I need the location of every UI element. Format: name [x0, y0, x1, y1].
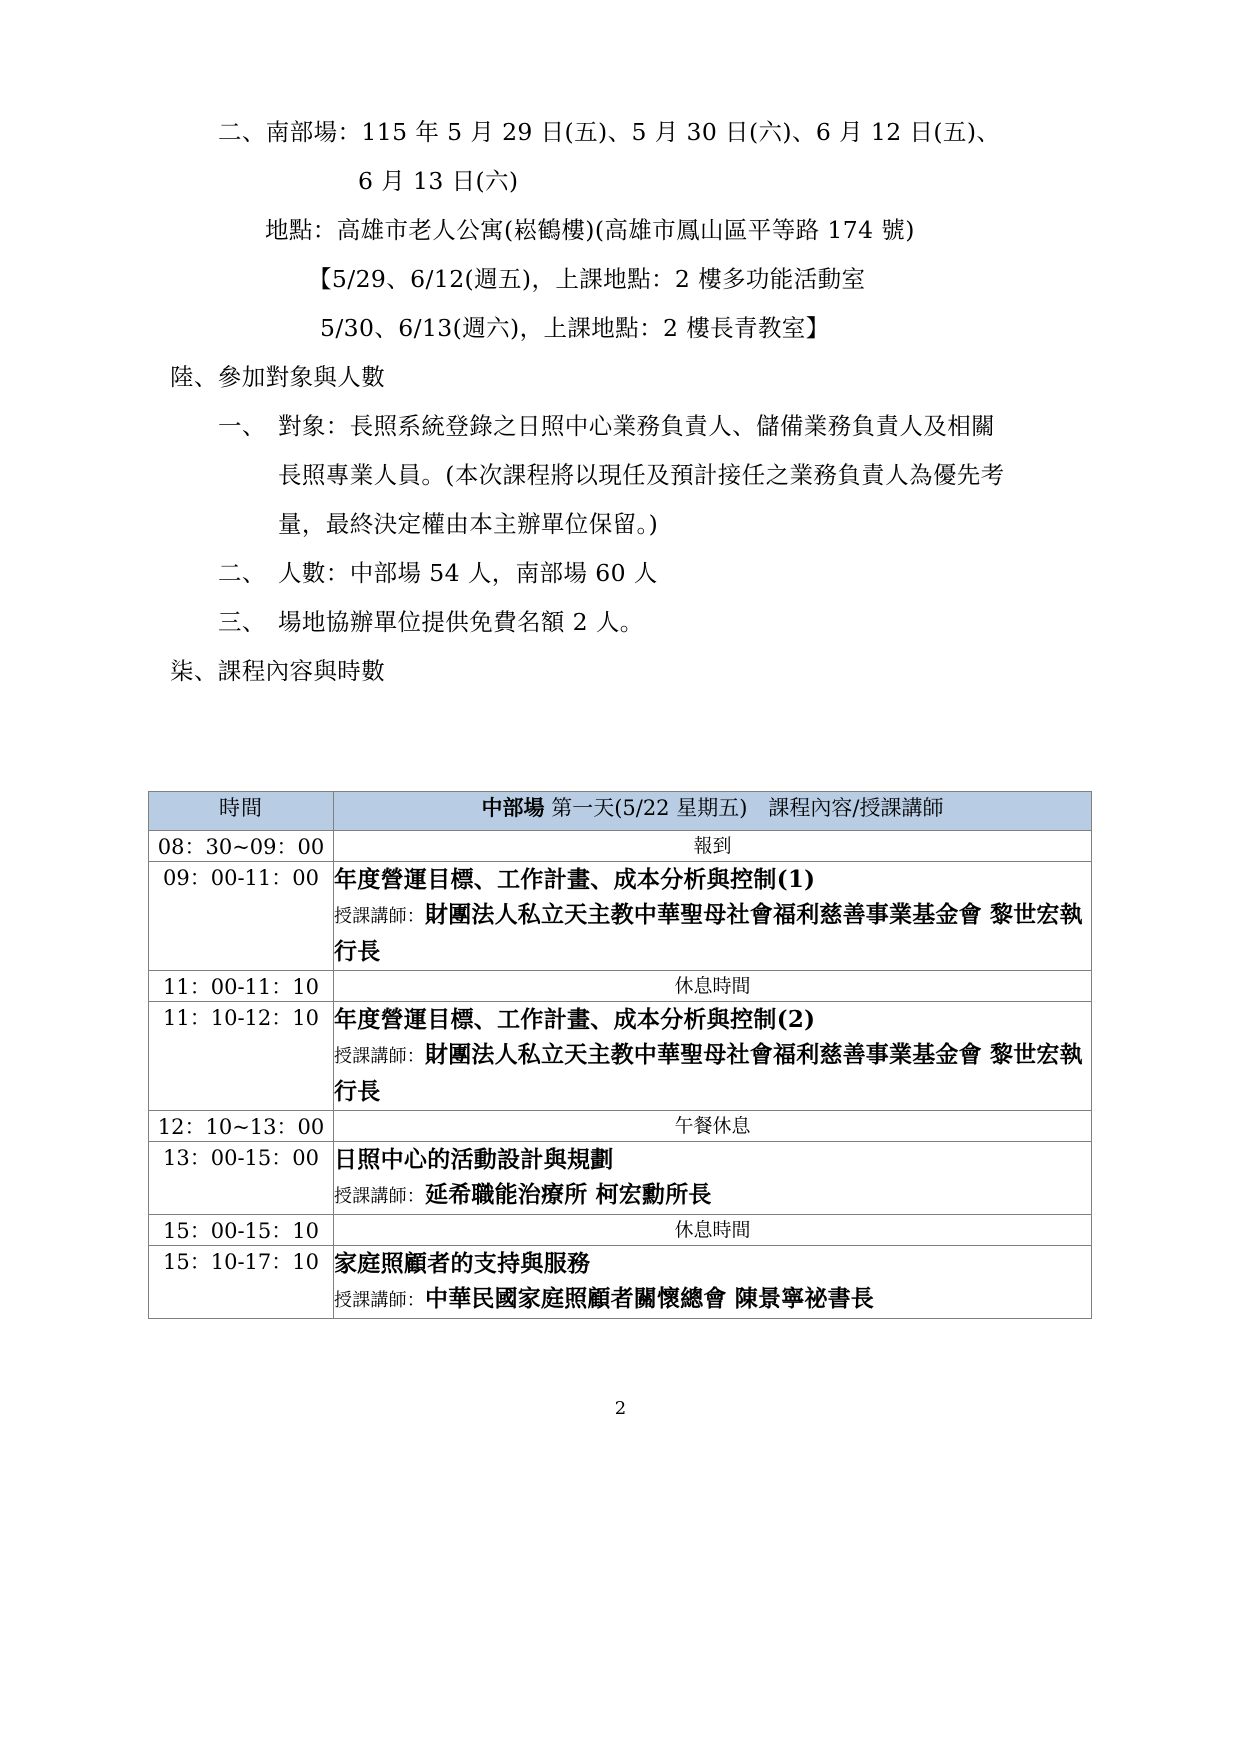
row-content-3 [334, 1002, 1092, 1111]
participants-item-2-line-1 [160, 549, 1090, 598]
participants-item-2-number: 二、 [218, 559, 266, 587]
row-time-5: 13：00-15：00 [149, 1142, 334, 1215]
participants-item-3-number: 三、 [218, 608, 266, 636]
row-session-title-3: 年度營運目標、工作計畫、成本分析與控制(2) [334, 1006, 816, 1033]
table-row [149, 1246, 1092, 1319]
teacher-name-1: 財團法人私立天主教中華聖母社會福利慈善事業基金會 黎世宏執行長 [334, 901, 1083, 965]
row-content-2: 休息時間 [334, 971, 1092, 1002]
table-header-main-rest: 第一天(5/22 星期五) 課程內容/授課講師 [544, 796, 944, 820]
teacher-label-5: 授課講師： [334, 1186, 425, 1207]
table-row [149, 971, 1092, 1002]
body-text-block [160, 108, 1090, 696]
row-session-teacher-5 [334, 1177, 1091, 1214]
row-time-3: 11：10-12：10 [149, 1002, 334, 1111]
teacher-name-3: 財團法人私立天主教中華聖母社會福利慈善事業基金會 黎世宏執行長 [334, 1041, 1083, 1105]
paragraph-south-venue-dates-cont: 6 月 13 日(六) [358, 167, 519, 195]
teacher-label-3: 授課講師： [334, 1046, 425, 1067]
paragraph-south-venue-location: 地點：高雄市老人公寓(崧鶴樓)(高雄市鳳山區平等路 174 號) [265, 216, 915, 244]
table-header-main-bold: 中部場 [481, 795, 545, 820]
table-header-time: 時間 [149, 792, 334, 831]
row-time-0: 08：30~09：00 [149, 831, 334, 862]
row-session-title-7: 家庭照顧者的支持與服務 [334, 1250, 591, 1277]
row-content-6: 休息時間 [334, 1215, 1092, 1246]
row-content-5 [334, 1142, 1092, 1215]
participants-item-3-line-1 [160, 598, 1090, 647]
teacher-label-7: 授課講師： [334, 1290, 425, 1311]
row-time-4: 12：10~13：00 [149, 1111, 334, 1142]
participants-item-2-text: 人數：中部場 54 人，南部場 60 人 [278, 559, 658, 587]
table-row [149, 1111, 1092, 1142]
participants-item-1-line-3: 量，最終決定權由本主辦單位保留。) [278, 510, 659, 538]
teacher-label-1: 授課講師： [334, 906, 425, 927]
row-content-0: 報到 [334, 831, 1092, 862]
table-header-main [334, 792, 1092, 831]
schedule-table [148, 791, 1092, 1319]
page-number: 2 [614, 1398, 627, 1419]
row-content-4: 午餐休息 [334, 1111, 1092, 1142]
participants-item-1-number: 一、 [218, 412, 266, 440]
row-time-1: 09：00-11：00 [149, 862, 334, 971]
participants-item-1-text: 對象：長照系統登錄之日照中心業務負責人、儲備業務負責人及相關 [278, 412, 995, 440]
row-content-7 [334, 1246, 1092, 1319]
table-row [149, 862, 1092, 971]
teacher-name-5: 延希職能治療所 柯宏勳所長 [425, 1181, 712, 1208]
participants-item-1-line-1 [160, 402, 1090, 451]
paragraph-south-venue-dates: 二、南部場：115 年 5 月 29 日(五)、5 月 30 日(六)、6 月 12 日(五)、 [218, 118, 1001, 146]
row-time-2: 11：00-11：10 [149, 971, 334, 1002]
row-content-1 [334, 862, 1092, 971]
row-session-teacher-1 [334, 897, 1091, 970]
paragraph-south-room-saturday: 5/30、6/13(週六)，上課地點：2 樓長青教室】 [320, 314, 830, 342]
section-heading-participants: 陸、參加對象與人數 [170, 363, 386, 391]
row-time-6: 15：00-15：10 [149, 1215, 334, 1246]
participants-item-3-text: 場地協辦單位提供免費名額 2 人。 [278, 608, 644, 636]
table-row [149, 1142, 1092, 1215]
row-session-teacher-7 [334, 1281, 1091, 1318]
table-row [149, 1215, 1092, 1246]
row-session-title-1: 年度營運目標、工作計畫、成本分析與控制(1) [334, 866, 816, 893]
table-row [149, 1002, 1092, 1111]
row-session-teacher-3 [334, 1037, 1091, 1110]
table-row [149, 831, 1092, 862]
teacher-name-7: 中華民國家庭照顧者關懷總會 陳景寧祕書長 [425, 1285, 875, 1312]
schedule-table-wrapper [148, 791, 1092, 1319]
paragraph-south-room-friday: 【5/29、6/12(週五)，上課地點：2 樓多功能活動室 [308, 265, 866, 293]
participants-item-1-line-2: 長照專業人員。(本次課程將以現任及預計接任之業務負責人為優先考 [278, 461, 1005, 489]
section-heading-curriculum: 柒、課程內容與時數 [170, 657, 386, 685]
table-header-row [149, 792, 1092, 831]
row-session-title-5: 日照中心的活動設計與規劃 [334, 1146, 614, 1173]
row-time-7: 15：10-17：10 [149, 1246, 334, 1319]
